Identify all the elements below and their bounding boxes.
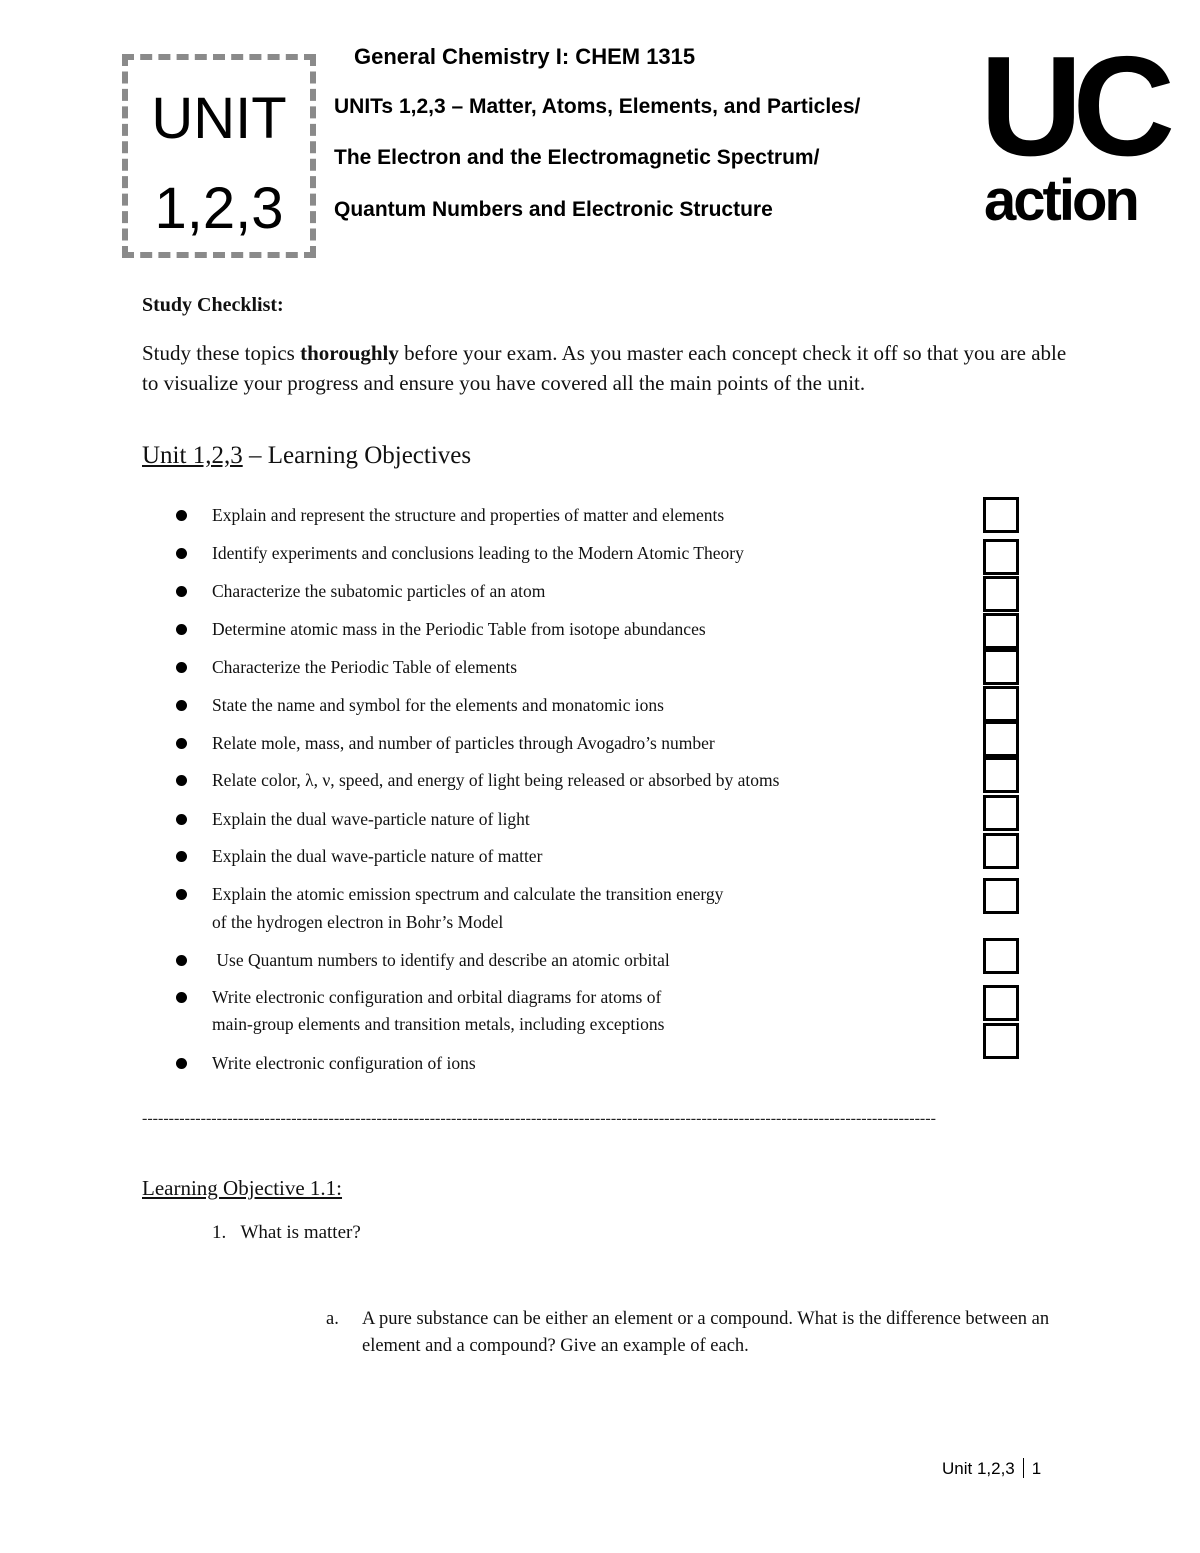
bullet-icon [176,992,187,1003]
bullet-icon [176,775,187,786]
bullet-icon [176,889,187,900]
bullet-icon [176,510,187,521]
unit-badge-number: 1,2,3 [154,176,284,241]
objective-checkbox[interactable] [983,613,1019,649]
question-1a-label: a. [326,1309,339,1329]
page-number: 1 [1031,1459,1042,1478]
objective-checkbox[interactable] [983,757,1019,793]
footer-separator [1023,1458,1024,1478]
dashed-divider: ----------------------------------------------------------------------------------------------------------------------------------------------------- [142,1110,936,1127]
question-1-number: 1. [212,1222,227,1243]
study-paragraph [142,338,1082,398]
objective-checkbox[interactable] [983,686,1019,722]
objectives-heading [142,442,471,470]
page-footer [942,1458,1041,1479]
header-line-2: The Electron and the Electromagnetic Spectrum/ [334,146,820,169]
objective-checkbox[interactable] [983,985,1019,1021]
learning-objective-title: Learning Objective 1.1: [142,1176,343,1200]
objective-checkbox[interactable] [983,497,1019,533]
question-1-text: What is matter? [240,1222,361,1243]
bullet-icon [176,738,187,749]
bullet-icon [176,700,187,711]
header-line-1: UNITs 1,2,3 – Matter, Atoms, Elements, and Particles/ [334,95,861,118]
objective-checkbox[interactable] [983,539,1019,575]
objective-checkbox[interactable] [983,795,1019,831]
unit-badge-label: UNIT [151,86,287,151]
footer-unit: Unit 1,2,3 [942,1459,1015,1478]
bullet-icon [176,814,187,825]
bullet-icon [176,548,187,559]
objective-checkbox[interactable] [983,1023,1019,1059]
study-para-after: before your exam. As you master each concept check it off so that you are able to visualize your progress and ensure you have covered all the main points of the unit. [142,341,1067,395]
header-line-3: Quantum Numbers and Electronic Structure [334,198,773,221]
logo-uc-text: UC [980,27,1166,186]
question-1 [212,1222,361,1244]
objectives-heading-unit: Unit 1,2,3 [142,442,243,469]
bullet-icon [176,851,187,862]
study-para-bold: thoroughly [300,341,399,365]
bullet-icon [176,955,187,966]
objective-checkbox[interactable] [983,721,1019,757]
bullet-icon [176,662,187,673]
study-checklist-title: Study Checklist: [142,294,284,316]
objective-checkbox[interactable] [983,938,1019,974]
objective-checkbox[interactable] [983,833,1019,869]
bullet-icon [176,624,187,635]
question-1a-text: A pure substance can be either an element or a compound. What is the difference between an element and a compound? Give an example of each. [362,1309,1050,1356]
objective-checkbox[interactable] [983,649,1019,685]
bullet-icon [176,1058,187,1069]
unit-badge [122,54,316,258]
objective-checkbox[interactable] [983,878,1019,914]
bullet-icon [176,586,187,597]
uc-action-logo [980,27,1166,233]
logo-action-text: action [984,168,1137,233]
objective-checkbox[interactable] [983,576,1019,612]
objectives-heading-rest: – Learning Objectives [242,442,472,469]
study-para-before: Study these topics [142,341,301,365]
course-title: General Chemistry I: CHEM 1315 [354,44,696,69]
